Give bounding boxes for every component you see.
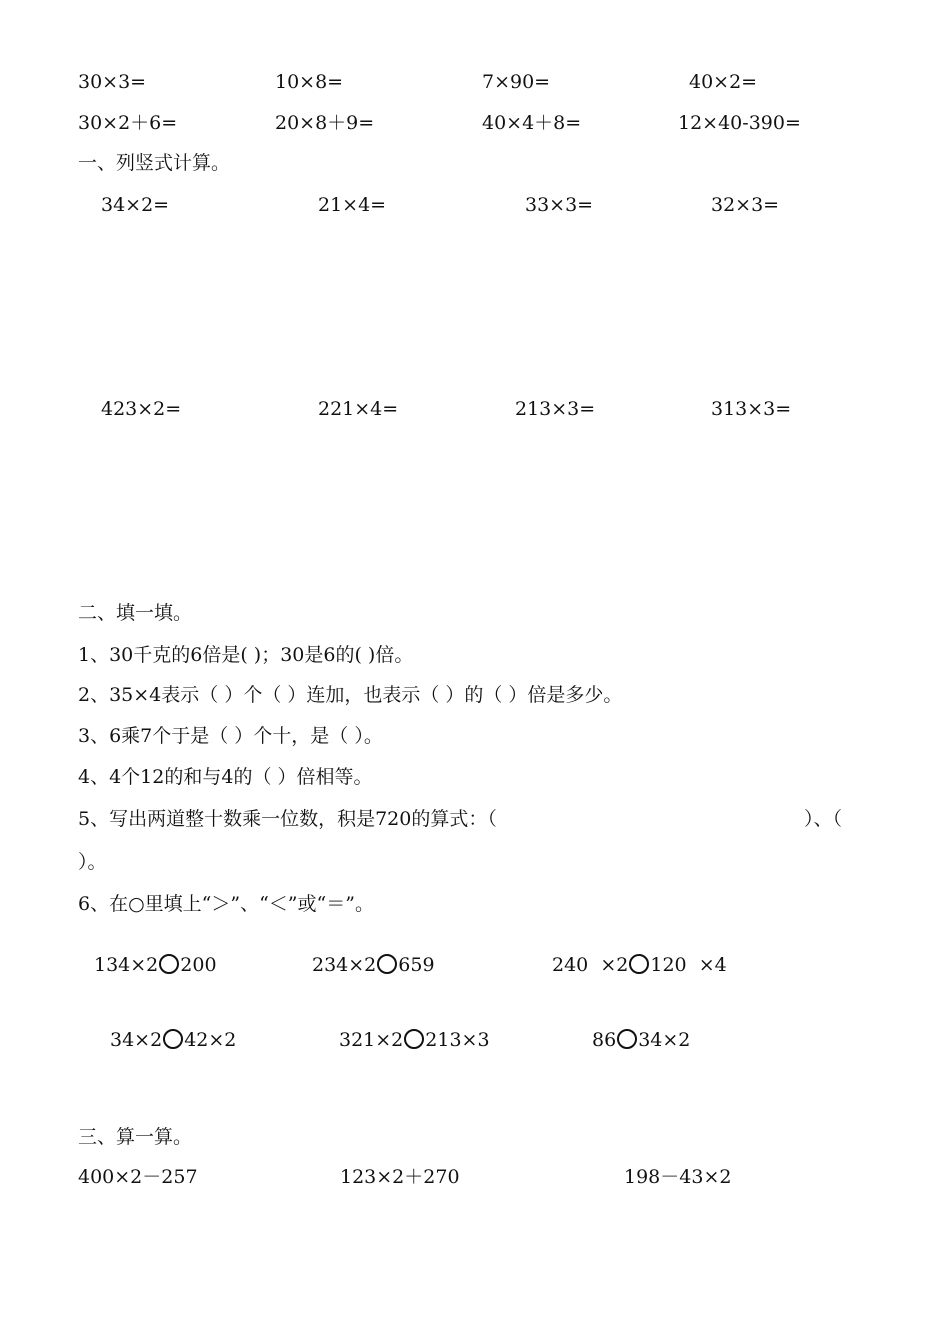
compare-right: 659 <box>398 954 435 976</box>
compare-left: 134×2 <box>94 954 159 976</box>
compare-item <box>339 1029 490 1050</box>
top-expression: 12×40-390= <box>678 112 801 134</box>
compare-left: 34×2 <box>110 1029 163 1051</box>
fill-question-3: 3、6乘7个于是（ ）个十，是（ ）。 <box>78 725 383 747</box>
fill-question-5-separator: ）、（ <box>804 808 843 830</box>
fill-question-1: 1、30千克的6倍是( )；30是6的( )倍。 <box>78 644 414 666</box>
compare-circle[interactable] <box>377 954 397 974</box>
vertical-calc-expression: 21×4= <box>318 194 387 216</box>
calc-expression: 123×2＋270 <box>340 1166 460 1188</box>
compare-right: 200 <box>180 954 217 976</box>
compare-right: 34×2 <box>638 1029 691 1051</box>
compare-right: 42×2 <box>184 1029 237 1051</box>
fill-question-5: 5、写出两道整十数乘一位数，积是720的算式：（ <box>78 808 497 830</box>
vertical-calc-expression: 423×2= <box>101 398 182 420</box>
compare-circle[interactable] <box>159 954 179 974</box>
vertical-calc-expression: 33×3= <box>525 194 594 216</box>
compare-right: 120 ×4 <box>650 954 727 976</box>
compare-circle[interactable] <box>404 1029 424 1049</box>
fill-question-2: 2、35×4表示（ ）个（ ）连加，也表示（ ）的（ ）倍是多少。 <box>78 684 623 706</box>
compare-left: 321×2 <box>339 1029 404 1051</box>
top-expression: 10×8= <box>275 71 344 93</box>
top-expression: 30×3= <box>78 71 147 93</box>
compare-circle[interactable] <box>617 1029 637 1049</box>
compare-circle[interactable] <box>163 1029 183 1049</box>
compare-left: 86 <box>592 1029 617 1051</box>
compare-item <box>110 1029 236 1050</box>
calc-expression: 198－43×2 <box>624 1166 732 1188</box>
calc-expression: 400×2－257 <box>78 1166 198 1188</box>
compare-item <box>312 954 435 975</box>
compare-left: 234×2 <box>312 954 377 976</box>
compare-item <box>592 1029 690 1050</box>
compare-item <box>552 954 727 975</box>
vertical-calc-expression: 221×4= <box>318 398 399 420</box>
vertical-calc-expression: 213×3= <box>515 398 596 420</box>
top-expression: 40×4＋8= <box>482 112 582 134</box>
vertical-calc-expression: 32×3= <box>711 194 780 216</box>
top-expression: 40×2= <box>689 71 758 93</box>
fill-question-4: 4、4个12的和与4的（ ）倍相等。 <box>78 766 373 788</box>
top-expression: 20×8＋9= <box>275 112 375 134</box>
compare-right: 213×3 <box>425 1029 490 1051</box>
fill-question-6: 6、在○里填上“＞”、“＜”或“＝”。 <box>78 893 374 915</box>
section2-heading: 二、填一填。 <box>78 602 193 624</box>
compare-item <box>94 954 217 975</box>
compare-circle[interactable] <box>629 954 649 974</box>
top-expression: 7×90= <box>482 71 551 93</box>
vertical-calc-expression: 313×3= <box>711 398 792 420</box>
fill-question-5-end: ）。 <box>78 851 107 873</box>
vertical-calc-expression: 34×2= <box>101 194 170 216</box>
section3-heading: 三、算一算。 <box>78 1126 193 1148</box>
top-expression: 30×2＋6= <box>78 112 178 134</box>
section1-heading: 一、列竖式计算。 <box>78 152 231 174</box>
compare-left: 240 ×2 <box>552 954 629 976</box>
